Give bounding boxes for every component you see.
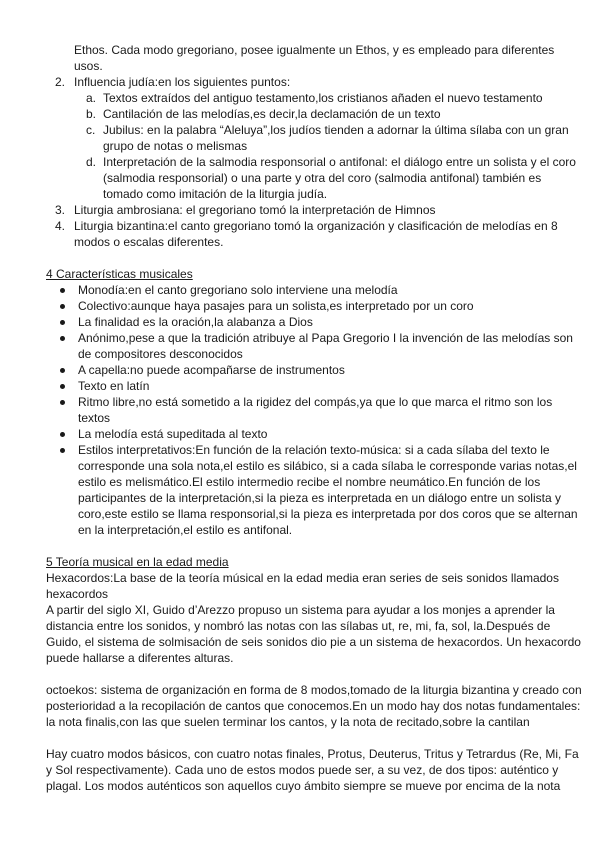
sub-list-marker: b. xyxy=(86,107,97,121)
bullet-text: Monodía:en el canto gregoriano solo interviene una melodía xyxy=(78,283,398,297)
bullet-text: Estilos interpretativos:En función de la relación texto-música: si a cada sílaba del texto le xyxy=(78,443,550,457)
bullet-icon xyxy=(60,304,65,309)
sub-list-text: Textos extraídos del antiguo testamento,los cristianos añaden el nuevo testamento xyxy=(103,91,543,105)
bullet-icon xyxy=(60,368,65,373)
sub-list-marker: c. xyxy=(86,123,96,137)
paragraph-line: y Sol respectivamente). Cada uno de estos modos puede ser, a su vez, de dos tipos: auténtico y xyxy=(46,763,559,777)
bullet-text: Colectivo:aunque haya pasajes para un solista,es interpretado por un coro xyxy=(78,299,474,313)
sub-list-marker: a. xyxy=(86,91,97,105)
bullet-text: de compositores desconocidos xyxy=(78,347,243,361)
bullet-text: estilo es melismático.El estilo intermedio recibe el nombre neumático.En función de los xyxy=(78,475,541,489)
bullet-icon xyxy=(60,384,65,389)
bullet-text: coro,este estilo se llama responsorial,si la pieza es interpretada por dos coros que se alternan xyxy=(78,507,578,521)
paragraph-line: posterioridad a la recopilación de cantos que conocemos.En un modo hay dos notas fundamentales: xyxy=(46,699,581,713)
section-heading: 4 Características musicales xyxy=(46,267,193,281)
bullet-icon xyxy=(60,400,65,405)
bullet-icon xyxy=(60,336,65,341)
list-item-text: Liturgia bizantina:el canto gregoriano tomó la organización y clasificación de melodías en 8 xyxy=(74,219,558,233)
bullet-text: La finalidad es la oración,la alabanza a Dios xyxy=(78,315,313,329)
list-marker: 3. xyxy=(55,203,66,217)
paragraph-line: la nota finalis,con las que suelen terminar los cantos, y la nota de recitado,sobre la cantilan xyxy=(46,715,530,729)
sub-list-marker: d. xyxy=(86,155,97,169)
sub-list-text: Jubilus: en la palabra “Aleluya”,los judíos tienden a adornar la última sílaba con un gran xyxy=(103,123,569,137)
list-item-text: modos o escalas diferentes. xyxy=(74,235,224,249)
bullet-text: Anónimo,pese a que la tradición atribuye al Papa Gregorio I la invención de las melodías son xyxy=(78,331,573,345)
paragraph-line: octoekos: sistema de organización en forma de 8 modos,tomado de la liturgia bizantina y creado con xyxy=(46,683,582,697)
bullet-text: La melodía está supeditada al texto xyxy=(78,427,268,441)
bullet-icon xyxy=(60,448,65,453)
list-marker: 4. xyxy=(55,219,66,233)
paragraph-line: Guido, el sistema de solmisación de seis sonidos dio pie a un sistema de hexacordos. Un hexacordo xyxy=(46,635,581,649)
list-item-text: Liturgia ambrosiana: el gregoriano tomó la interpretación de Himnos xyxy=(74,203,436,217)
paragraph-line: Hay cuatro modos básicos, con cuatro notas finales, Protus, Deuterus, Tritus y Tetrardus (Re, Mi, Fa xyxy=(46,747,579,761)
bullet-text: textos xyxy=(78,411,111,425)
bullet-text: Texto en latín xyxy=(78,379,150,393)
bullet-text: Ritmo libre,no está sometido a la rigidez del compás,ya que lo que marca el ritmo son los xyxy=(78,395,553,409)
sub-list-text: grupo de notas o melismas xyxy=(103,139,248,153)
bullet-text: participantes de la interpretación,si la pieza es interpretada en un diálogo entre un solista y xyxy=(78,491,561,505)
bullet-icon xyxy=(60,320,65,325)
paragraph-line: Hexacordos:La base de la teoría músical en la edad media eran series de seis sonidos llamados xyxy=(46,571,559,585)
paragraph-line: hexacordos xyxy=(46,587,109,601)
paragraph-line: puede hallarse a diferentes alturas. xyxy=(46,651,234,665)
sub-list-text: Cantilación de las melodías,es decir,la declamación de un texto xyxy=(103,107,441,121)
bullet-text: corresponde una sola nota,el estilo es silábico, si a cada sílaba le corresponde varias notas,el xyxy=(78,459,577,473)
paragraph-line: distancia entre los sonidos, y nombró las notas con las sílabas ut, re, mi, fa, sol, la.Después de xyxy=(46,619,551,633)
bullet-text: en la interpretación,el estilo es antifonal. xyxy=(78,523,293,537)
bullet-text: A capella:no puede acompañarse de instrumentos xyxy=(78,363,345,377)
paragraph-line: plagal. Los modos auténticos son aquellos cuyo ámbito siempre se mueve por encima de la nota xyxy=(46,779,561,793)
list-item-text: Influencia judía:en los siguientes puntos: xyxy=(74,75,291,89)
sub-list-text: (salmodia responsorial) o una parte y otra del coro (salmodia antifonal) también es xyxy=(103,171,542,185)
section-heading: 5 Teoría musical en la edad media xyxy=(46,555,229,569)
intro-line: Ethos. Cada modo gregoriano, posee igualmente un Ethos, y es empleado para diferentes xyxy=(74,43,555,57)
sub-list-text: Interpretación de la salmodia responsorial o antifonal: el diálogo entre un solista y el coro xyxy=(103,155,576,169)
intro-line: usos. xyxy=(74,59,103,73)
bullet-icon xyxy=(60,288,65,293)
list-marker: 2. xyxy=(55,75,66,89)
bullet-icon xyxy=(60,432,65,437)
paragraph-line: A partir del siglo XI, Guido d’Arezzo propuso un sistema para ayudar a los monjes a aprender la xyxy=(46,603,555,617)
sub-list-text: tomado como imitación de la liturgia judía. xyxy=(103,187,328,201)
